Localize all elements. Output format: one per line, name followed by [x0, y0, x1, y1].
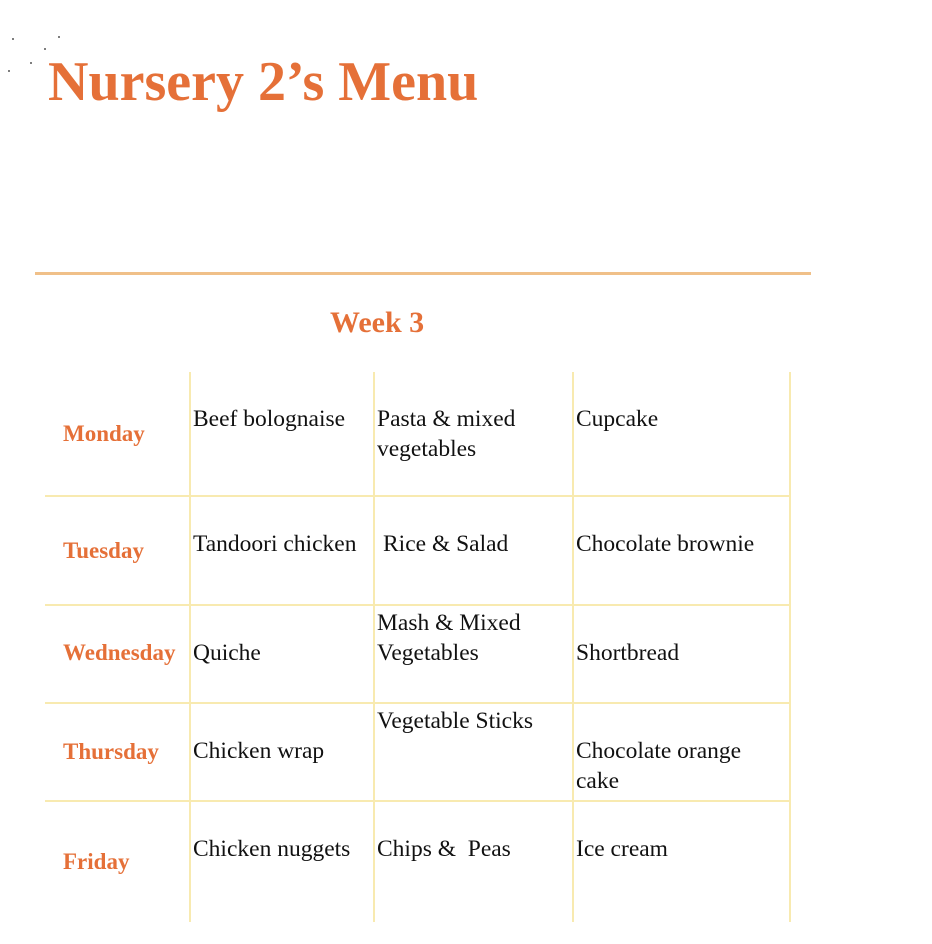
column-divider: [373, 372, 375, 922]
main-dish-cell: Tandoori chicken: [193, 531, 357, 557]
page-title: Nursery 2’s Menu: [48, 51, 479, 113]
day-label: Tuesday: [63, 538, 144, 563]
main-dish-cell: Beef bolognaise: [193, 406, 346, 432]
title-divider: [35, 272, 811, 275]
decorative-speck: [58, 36, 60, 38]
decorative-speck: [30, 62, 32, 64]
dessert-cell: Ice cream: [576, 836, 668, 862]
side-dish-cell: Vegetable Sticks: [377, 708, 533, 734]
side-dish-cell: Chips & Peas: [377, 836, 511, 862]
day-label: Friday: [63, 849, 130, 874]
decorative-speck: [44, 48, 46, 50]
decorative-speck: [8, 70, 10, 72]
row-divider: [45, 604, 790, 606]
row-divider: [45, 702, 790, 704]
day-label: Wednesday: [63, 640, 176, 665]
decorative-speck: [12, 38, 14, 40]
side-dish-cell: Mash & Mixed Vegetables: [377, 610, 521, 666]
side-dish-cell: Rice & Salad: [383, 531, 509, 557]
column-divider: [572, 372, 574, 922]
column-divider: [189, 372, 191, 922]
dessert-cell: Chocolate brownie: [576, 531, 755, 557]
column-divider: [789, 372, 791, 922]
day-label: Monday: [63, 421, 145, 446]
main-dish-cell: Chicken wrap: [193, 738, 325, 764]
week-label: Week 3: [330, 306, 425, 339]
main-dish-cell: Chicken nuggets: [193, 836, 351, 862]
dessert-cell: Shortbread: [576, 640, 680, 666]
dessert-cell: Cupcake: [576, 406, 659, 432]
row-divider: [45, 800, 790, 802]
dessert-cell: Chocolate orange cake: [576, 738, 742, 794]
side-dish-cell: Pasta & mixed vegetables: [377, 406, 516, 462]
main-dish-cell: Quiche: [193, 640, 261, 666]
day-label: Thursday: [63, 739, 159, 764]
row-divider: [45, 495, 790, 497]
